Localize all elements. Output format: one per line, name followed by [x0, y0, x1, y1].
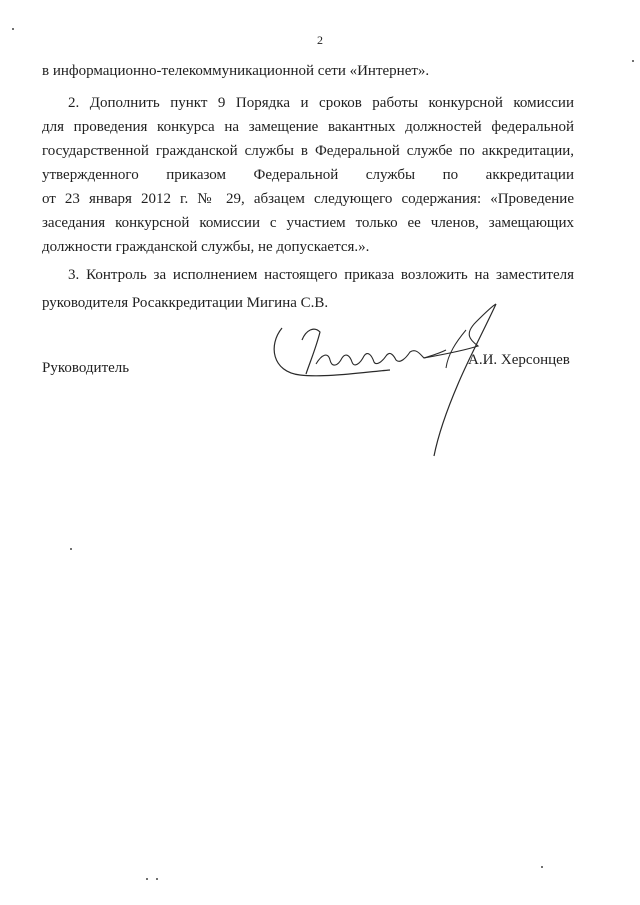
body-line: 2. Дополнить пункт 9 Порядка и сроков работы конкурсной комиссии [68, 95, 574, 111]
signatory-name: А.И. Херсонцев [468, 352, 570, 368]
body-line: 3. Контроль за исполнением настоящего приказа возложить на заместителя [68, 267, 574, 283]
scan-speck [156, 878, 158, 880]
scan-speck [541, 866, 543, 868]
body-line: руководителя Росаккредитации Мигина С.В. [42, 295, 329, 311]
signature-role: Руководитель [42, 360, 130, 376]
body-line: для проведения конкурса на замещение вакантных должностей федеральной [42, 119, 574, 135]
scan-speck [146, 878, 148, 880]
page-number: 2 [317, 33, 323, 47]
scan-speck [70, 548, 72, 550]
scan-speck [12, 28, 14, 30]
body-line: от 23 января 2012 г. № 29, абзацем следующего содержания: «Проведение [42, 191, 574, 207]
body-line: в информационно-телекоммуникационной сети «Интернет». [42, 63, 430, 79]
scan-speck [632, 60, 634, 62]
body-line: заседания конкурсной комиссии с участием только ее членов, замещающих [42, 215, 574, 231]
body-line: утвержденного приказом Федеральной службы по аккредитации [42, 167, 574, 183]
handwritten-signature [270, 300, 520, 465]
body-line: должности гражданской службы, не допускается.». [42, 239, 370, 255]
body-line: государственной гражданской службы в Федеральной службе по аккредитации, [42, 143, 574, 159]
